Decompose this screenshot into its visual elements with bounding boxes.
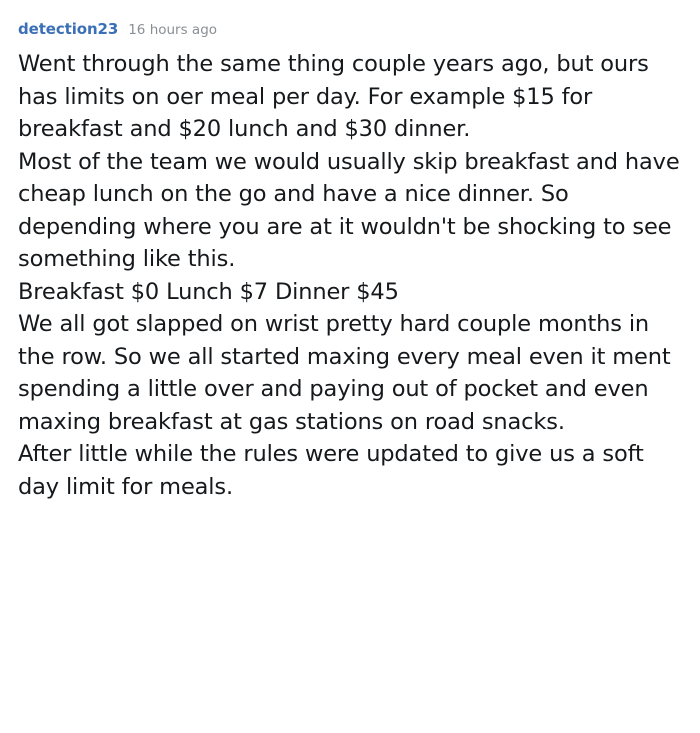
comment-paragraph: Went through the same thing couple years ago, but ours has limits on oer meal per day. For example $15 for breakfast and $20 lunch and $30 dinner. — [18, 51, 649, 142]
comment-body — [18, 48, 684, 503]
comment-paragraph: We all got slapped on wrist pretty hard couple months in the row. So we all started maxing every meal even it ment spending a little over and paying out of pocket and even maxing breakfast at gas stations on road snacks. — [18, 311, 671, 435]
comment-author[interactable]: detection23 — [18, 20, 119, 38]
comment-paragraph: Most of the team we would usually skip breakfast and have cheap lunch on the go and have a nice dinner. So depending where you are at it wouldn't be shocking to see something like this. — [18, 148, 680, 272]
comment-paragraph: Breakfast $0 Lunch $7 Dinner $45 — [18, 278, 399, 305]
comment-paragraph: After little while the rules were updated to give us a soft day limit for meals. — [18, 441, 644, 500]
comment-header — [18, 20, 684, 38]
comment-timestamp: 16 hours ago — [128, 22, 218, 38]
